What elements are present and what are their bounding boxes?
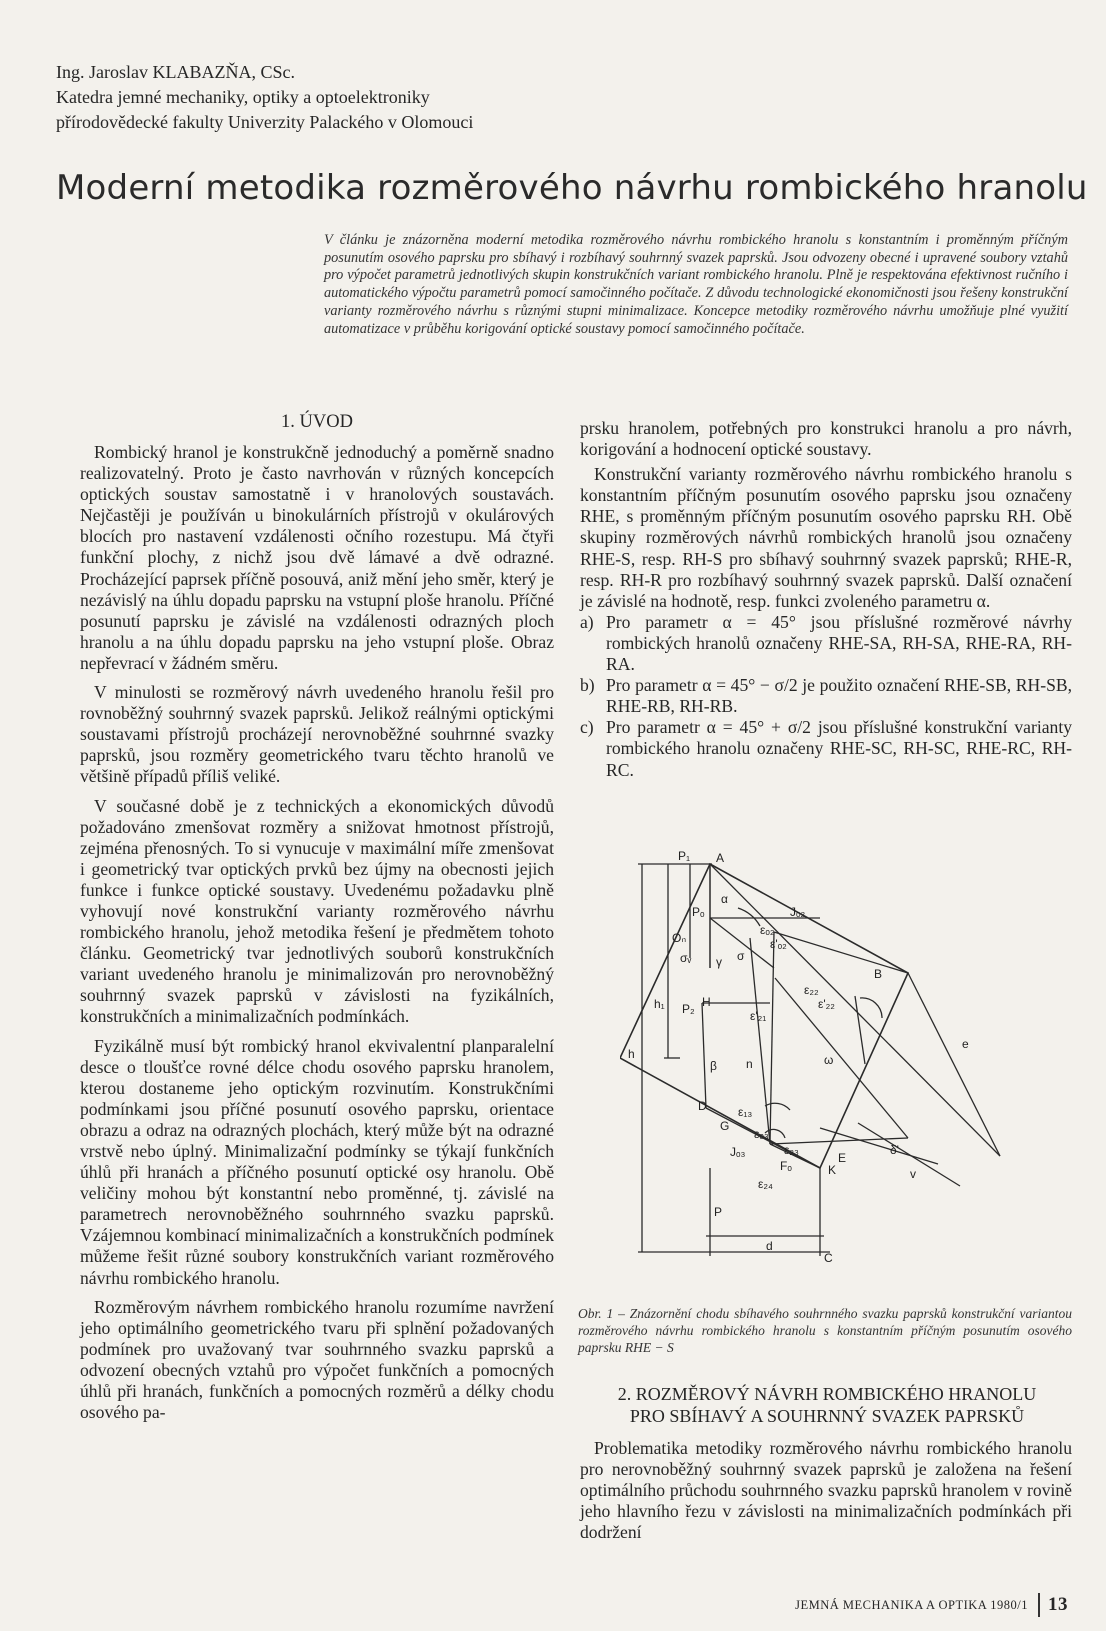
label-e23: ε₂₃ bbox=[784, 1143, 799, 1157]
label-beta: β bbox=[710, 1059, 717, 1073]
journal-name: JEMNÁ MECHANIKA A OPTIKA 1980/1 bbox=[795, 1597, 1028, 1612]
label-alpha: α bbox=[721, 892, 728, 906]
label-g: G bbox=[720, 1119, 730, 1133]
list-item-b bbox=[580, 675, 1072, 717]
label-a: A bbox=[716, 851, 725, 865]
list-item-a bbox=[580, 612, 1072, 675]
label-e22p: ε'₂₂ bbox=[818, 997, 835, 1011]
list-text: Pro parametr α = 45° jsou příslušné rozměrové návrhy rombických hranolů označeny RHE-SA, RH-SA, RHE-RA, RH-RA. bbox=[606, 611, 1072, 675]
label-e22: ε₂₂ bbox=[804, 983, 819, 997]
paragraph-continuation: prsku hranolem, potřebných pro konstrukci hranolu a pro návrh, korigování a hodnocení optické soustavy. bbox=[580, 418, 1072, 460]
abstract: V článku je znázorněna moderní metodika rozměrového návrhu rombického hranolu s konstantním i proměnným příčným posunutím osového paprsku pro sbíhavý i rozbíhavý souhrnný svazek paprsků. Jsou odvozeny obecné i upravené soubory vztahů pro výpočet parametrů jednotlivých skupin konstrukčních variant rombického hranolu. Plně je respektována efektivnost ručního i automatického výpočtu parametrů pomocí samočinného počítače. Z důvodu technologické ekonomičnosti jsou řešeny konstrukční varianty rozměrového návrhu s různými stupni minimalizace. Koncepce metodiky rozměrového návrhu umožňuje plné využití automatizace v průběhu korigování optické soustavy pomocí samočinného počítače. bbox=[324, 232, 1068, 337]
label-n: n bbox=[746, 1057, 753, 1071]
section-2-heading bbox=[580, 1383, 1074, 1427]
label-sigma: σ bbox=[737, 949, 745, 963]
author-name: Ing. Jaroslav KLABAZŇA, CSc. bbox=[56, 62, 295, 82]
label-c: C bbox=[824, 1251, 833, 1265]
label-p1: P₁ bbox=[678, 849, 691, 863]
list-marker: c) bbox=[580, 717, 594, 738]
label-b: B bbox=[874, 967, 883, 981]
paragraph: Rozměrovým návrhem rombického hranolu rozumíme navržení jeho optimálního geometrického tvaru při splnění požadovaných podmínek pro uvažovaný tvar souhrnného svazku paprsků a odvození obecných vztahů pro výpočet funkčních a pomocných úhlů při hranách, funkčních a pomocných rozměrů a délky chodu osového pa- bbox=[80, 1296, 554, 1423]
label-p: P bbox=[714, 1205, 723, 1219]
list-item-c bbox=[580, 717, 1072, 780]
author-block bbox=[56, 60, 656, 135]
label-e21: ε'₂₁ bbox=[750, 1009, 767, 1023]
label-jo3: Jₒ₃ bbox=[730, 1145, 746, 1159]
label-e02: ε'ₒ₂ bbox=[770, 937, 787, 951]
page-number: 13 bbox=[1048, 1594, 1068, 1615]
paragraph: Rombický hranol je konstrukčně jednoduchý a poměrně snadno realizovatelný. Proto je často navrhován v různých koncepcích optických soustav samostatně i v hranolových soustavách. Nejčastěji je používán u binokulárních přístrojů v okulárových blocích pro nastavení vzdálenosti očního rozestupu. Má čtyři funkční plochy, z nichž jsou dvě lámavé a dvě odrazné. Procházející paprsek příčně posouvá, aniž mění jeho směr, který je nezávislý na úhlu dopadu paprsku na vstupní ploše hranolu. Příčné posunutí paprsku je závislé na vzdálenosti odrazných ploch hranolu a na úhlu dopadu paprsku na jeho vstupní ploše. Obraz nepřevrací v žádném směru. bbox=[80, 442, 554, 673]
label-eo3: εₒ₃ bbox=[754, 1127, 769, 1141]
paragraph: Fyzikálně musí být rombický hranol ekvivalentní planparalelní desce o tloušťce rovné délce chodu osového paprsku hranolem, kterou dostaneme jeho optickým rozvinutím. Konstrukčními podmínkami jsou příčné posunutí osového paprsku, orientace obrazu a odraz na odrazných plochách, který může být na odrazné vrstvě nebo úplný. Minimalizační podmínky se týkají funkčních úhlů při hranách a příčného posunutí optické osy hranolu. Obě veličiny mohou být konstantní nebo proměnné, tj. závislé na parametrech nerovnoběžného souhrnného svazku paprsků. Vzájemnou kombinací minimalizačních a konstrukčních podmínek můžeme řešit různé soubory konstrukčních variant rozměrového návrhu rombického hranolu. bbox=[80, 1035, 554, 1288]
list-marker: b) bbox=[580, 675, 595, 696]
paragraph: V minulosti se rozměrový návrh uvedeného hranolu řešil pro rovnoběžný souhrnný svazek paprsků. Jelikož reálnými optickými soustavami přístrojů procházejí nerovnoběžné souhrnné svazky paprsků, jsou rozměry geometrického tvaru těchto hranolů ve většině případů příliš veliké. bbox=[80, 682, 554, 787]
section-2-heading-line-1: 2. ROZMĚROVÝ NÁVRH ROMBICKÉHO HRANOLU bbox=[617, 1384, 1037, 1404]
label-e: e bbox=[962, 1037, 969, 1051]
label-gamma: γ bbox=[716, 955, 722, 969]
label-po: Pₒ bbox=[692, 905, 705, 919]
label-d-point: D bbox=[698, 1099, 707, 1113]
list-text: Pro parametr α = 45° + σ/2 jsou příslušné konstrukční varianty rombického hranolu označeny RHE-SC, RH-SC, RHE-RC, RH-RC. bbox=[606, 717, 1072, 780]
affiliation-line-2: přírodovědecké fakulty Univerzity Palackého v Olomouci bbox=[56, 112, 474, 132]
label-e13: ε₁₃ bbox=[738, 1105, 753, 1119]
list-marker: a) bbox=[580, 611, 594, 632]
article-title: Moderní metodika rozměrového návrhu rombického hranolu bbox=[56, 168, 1088, 208]
prism-diagram bbox=[620, 848, 1068, 1273]
section-1-heading: 1. ÚVOD bbox=[281, 412, 353, 432]
label-h: h bbox=[628, 1047, 635, 1061]
footer-divider bbox=[1038, 1593, 1040, 1617]
label-v: v bbox=[910, 1167, 916, 1181]
affiliation-line-1: Katedra jemné mechaniky, optiky a optoelektroniky bbox=[56, 87, 430, 107]
label-d: d bbox=[766, 1239, 773, 1253]
label-jo2: Jₒ₂ bbox=[790, 905, 806, 919]
left-column bbox=[80, 442, 554, 1423]
label-e24: ε₂₄ bbox=[758, 1177, 773, 1191]
label-k: K bbox=[828, 1163, 837, 1177]
label-h-point: H bbox=[702, 995, 711, 1009]
label-on: Oₙ bbox=[672, 931, 687, 945]
label-p2: P₂ bbox=[682, 1002, 695, 1016]
paragraph: V současné době je z technických a ekonomických důvodů požadováno zmenšovat rozměry a snižovat hmotnost přístrojů, zejména přenosných. To si vynucuje v maximální míře zmenšovat i geometrický tvar optických prvků bez újmy na obecnosti jejich funkce i funkce optické soustavy. Uvedenému požadavku plně vyhovují nové konstrukční varianty rozměrového návrhu rombického hranolu, jehož metodika řešení je předmětem tohoto článku. Geometrický tvar jednotlivých souborů konstrukčních variant uvedeného hranolu je minimalizován pro nerovnoběžný souhrnný svazek paprsků v závislosti na fyzikálních, konstrukčních a minimalizačních podmínkách. bbox=[80, 795, 554, 1027]
page-footer bbox=[795, 1593, 1068, 1617]
label-sigma-v: σᵥ bbox=[680, 951, 692, 965]
label-omega: ω bbox=[824, 1053, 834, 1067]
label-fo: Fₒ bbox=[780, 1159, 792, 1173]
paragraph: Problematika metodiky rozměrového návrhu rombického hranolu pro nerovnoběžný souhrnný svazek paprsků je založena na řešení optimálního průchodu souhrnného svazku paprsků hranolem v rovině jeho hlavního řezu v závislosti na minimalizačních podmínkách při dodržení bbox=[580, 1438, 1072, 1543]
figure-caption: Obr. 1 – Znázornění chodu sbíhavého souhrnného svazku paprsků konstrukční variantou rozměrového návrhu rombického hranolu s konstantním příčným posunutím osového paprsku RHE − S bbox=[578, 1306, 1072, 1355]
label-delta: δ' bbox=[890, 1143, 899, 1157]
paragraph: Konstrukční varianty rozměrového návrhu rombického hranolu s konstantním příčným posunutím osového paprsku jsou označeny RHE, s proměnným příčným posunutím osového paprsku RH. Obě skupiny rozměrových návrhů rombických hranolů jsou označeny RHE-S, resp. RH-S pro sbíhavý souhrnný svazek paprsků; RHE-R, resp. RH-R pro rozbíhavý souhrnný svazek paprsků. Další označení je závislé na hodnotě, resp. funkci zvoleného parametru α. bbox=[580, 464, 1072, 611]
section-2-heading-line-2: PRO SBÍHAVÝ A SOUHRNNÝ SVAZEK PAPRSKŮ bbox=[629, 1406, 1025, 1426]
label-e-point: E bbox=[838, 1151, 847, 1165]
label-h1: h₁ bbox=[654, 997, 665, 1011]
label-eo2: εₒ₂ bbox=[760, 923, 775, 937]
right-column-top bbox=[580, 418, 1072, 781]
list-text: Pro parametr α = 45° − σ/2 je použito označení RHE-SB, RH-SB, RHE-RB, RH-RB. bbox=[606, 675, 1072, 717]
right-column-bottom bbox=[580, 1438, 1072, 1543]
